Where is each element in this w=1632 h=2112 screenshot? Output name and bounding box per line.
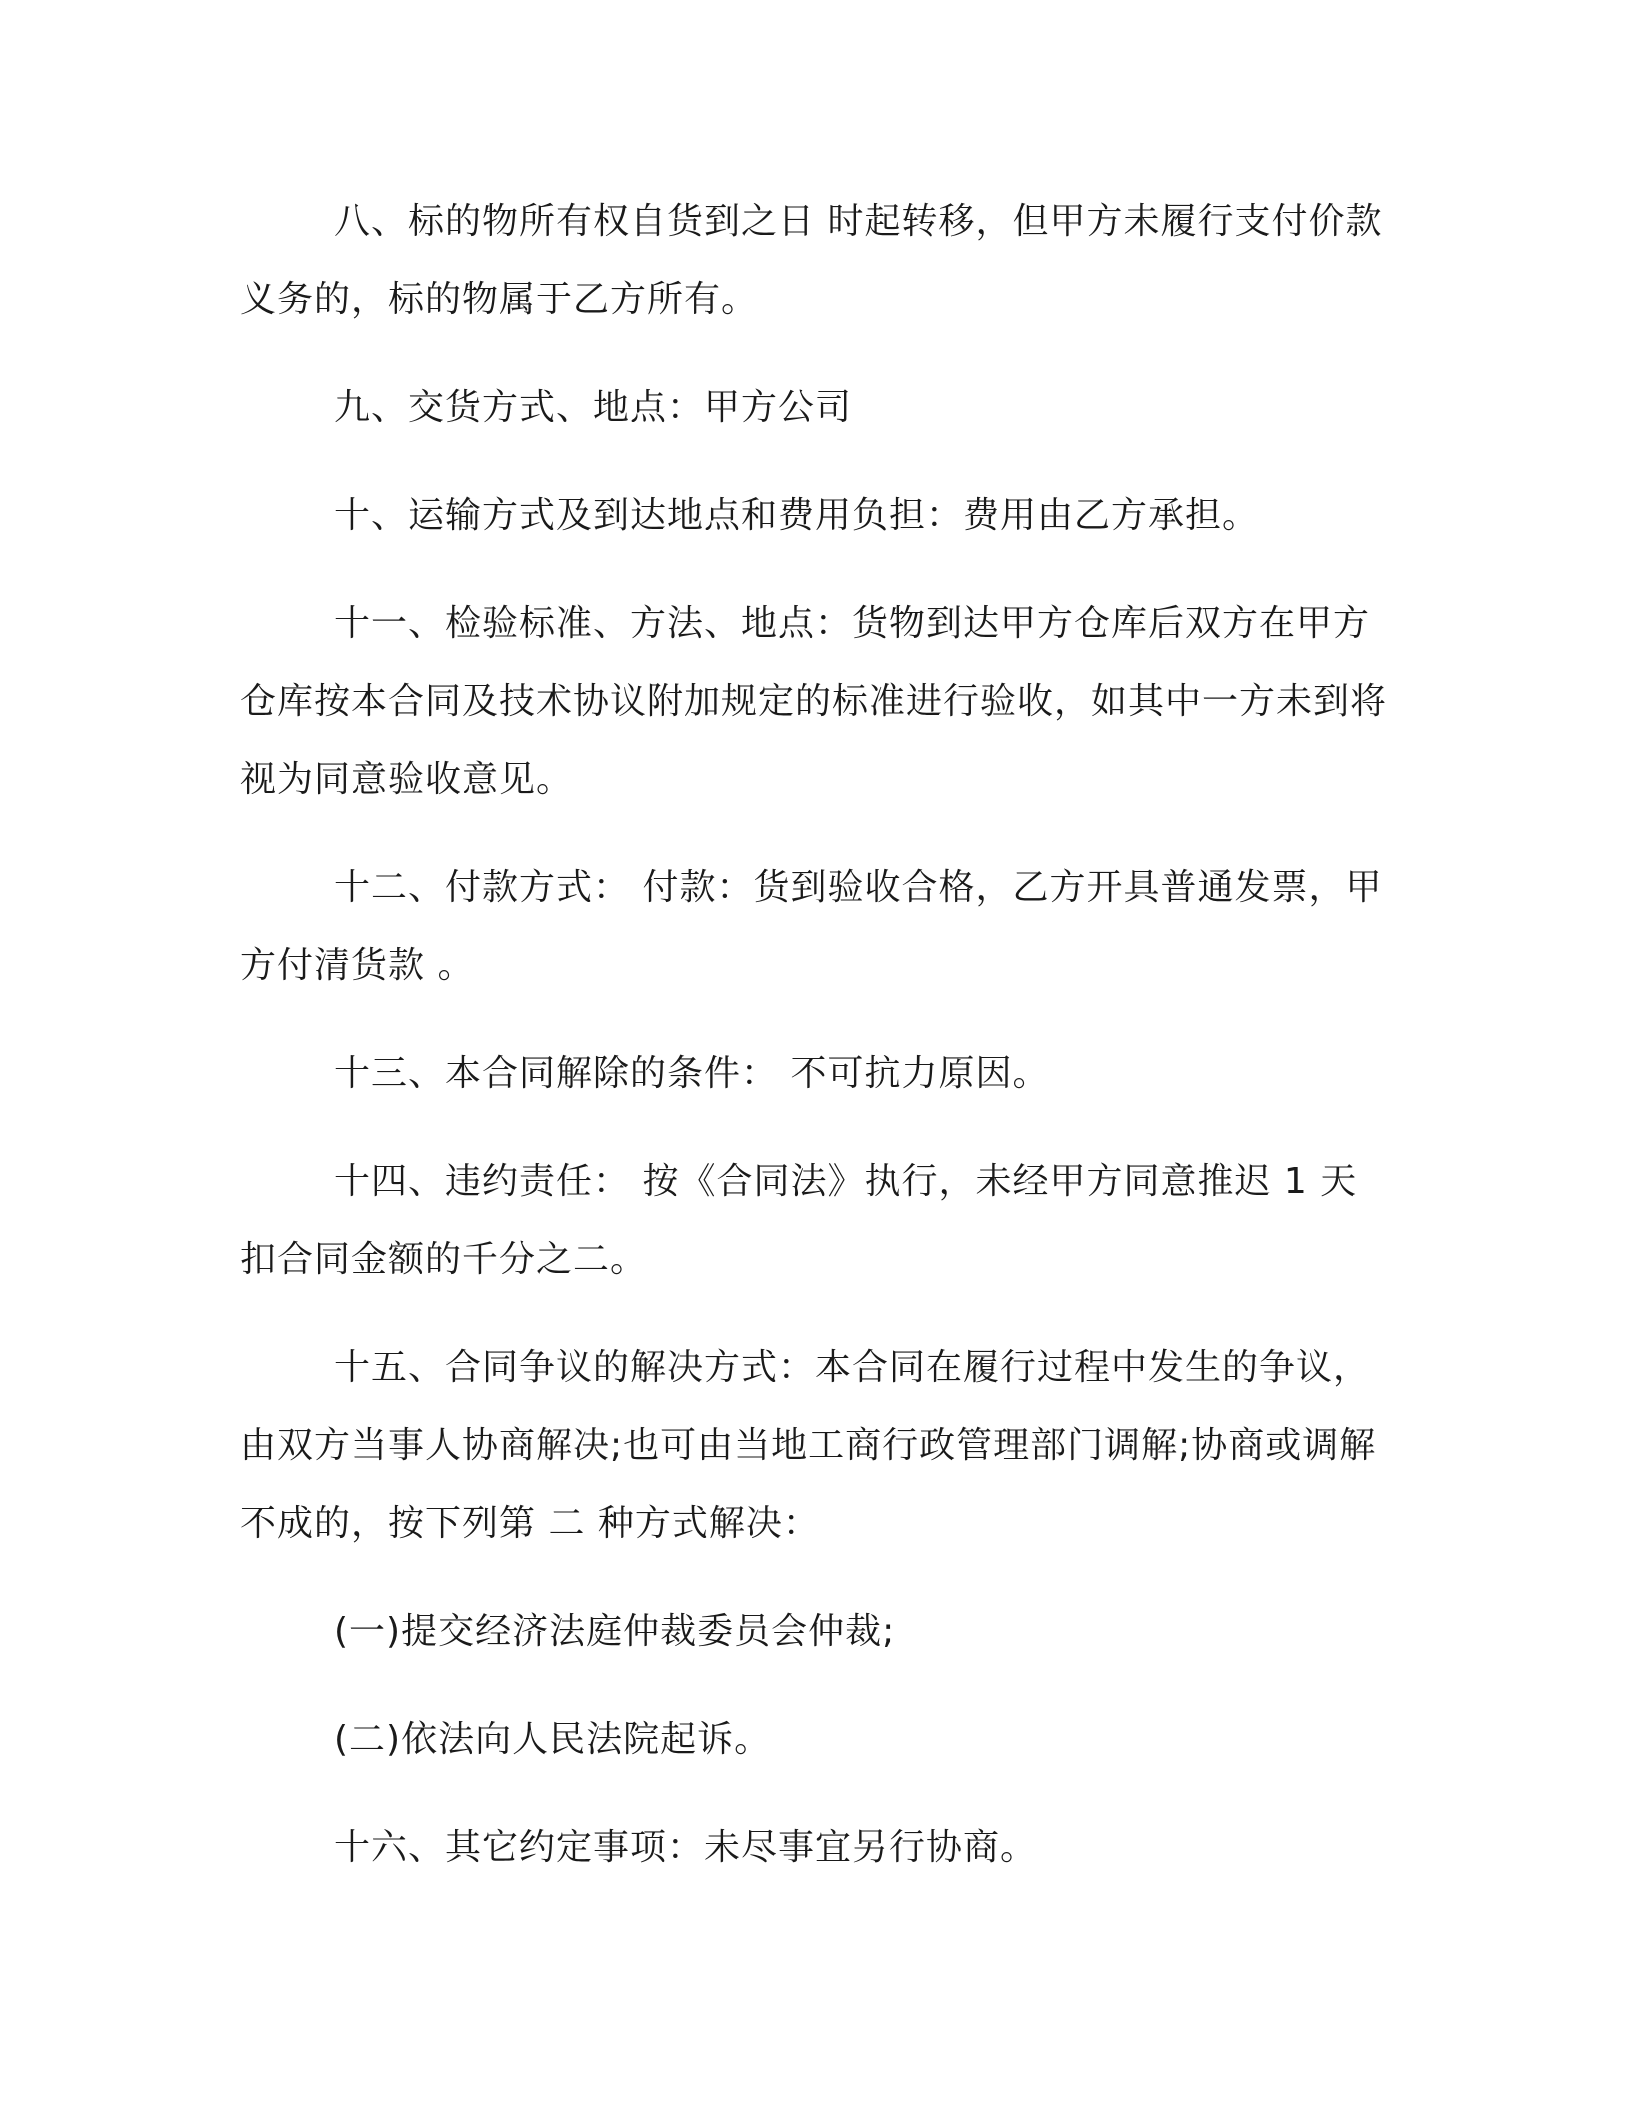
clause-15-option-1: (一)提交经济法庭仲裁委员会仲裁; bbox=[334, 1611, 896, 1652]
clause-9: 九、交货方式、地点：甲方公司 bbox=[334, 387, 853, 428]
clause-10: 十、运输方式及到达地点和费用负担：费用由乙方承担。 bbox=[334, 495, 1260, 536]
clause-13: 十三、本合同解除的条件： 不可抗力原因。 bbox=[334, 1053, 1050, 1094]
clause-8: 八、标的物所有权自货到之日 时起转移，但甲方未履行支付价款义务的，标的物属于乙方所有。 bbox=[240, 201, 1383, 320]
contract-body bbox=[240, 183, 1390, 1887]
clause-11: 十一、检验标准、方法、地点：货物到达甲方仓库后双方在甲方仓库按本合同及技术协议附加规定的标准进行验收，如其中一方未到将视为同意验收意见。 bbox=[240, 603, 1388, 800]
clause-15: 十五、合同争议的解决方式：本合同在履行过程中发生的争议，由双方当事人协商解决;也可由当地工商行政管理部门调解;协商或调解不成的，按下列第 二 种方式解决： bbox=[240, 1347, 1377, 1544]
clause-16: 十六、其它约定事项：未尽事宜另行协商。 bbox=[334, 1827, 1038, 1868]
clause-12: 十二、付款方式： 付款：货到验收合格，乙方开具普通发票，甲方付清货款 。 bbox=[240, 867, 1383, 986]
clause-14: 十四、违约责任： 按《合同法》执行，未经甲方同意推迟 1 天扣合同金额的千分之二。 bbox=[240, 1161, 1358, 1280]
clause-15-option-2: (二)依法向人民法院起诉。 bbox=[334, 1719, 772, 1760]
